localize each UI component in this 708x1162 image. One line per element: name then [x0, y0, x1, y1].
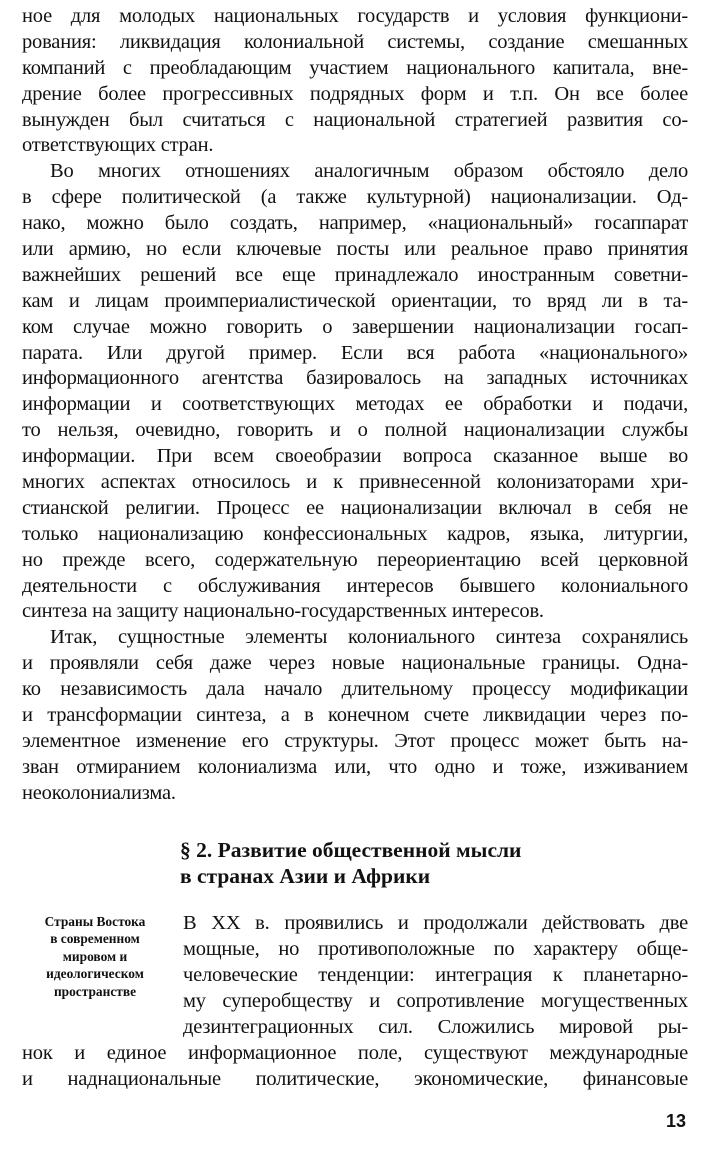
text-line: деятельности с обслуживания интересов бывшего колониального [22, 574, 688, 597]
text-line: Итак, сущностные элементы колониального синтеза сохранялись [50, 626, 688, 649]
section-paragraph-full [22, 1041, 688, 1093]
margin-note-line: идеологическом [46, 966, 144, 982]
text-line: компаний с преобладающим участием национального капитала, вне- [22, 56, 688, 79]
text-line: му суперобществу и сопротивление могущественных [183, 989, 688, 1012]
text-line: но прежде всего, содержательную переориентацию всей церковной [22, 548, 688, 571]
paragraph-1 [22, 4, 688, 159]
text-line: ком случае можно говорить о завершении национализации госап- [22, 315, 688, 338]
margin-note-line: Страны Востока [44, 914, 146, 929]
text-line: ко независимость дала начало длительному процессу модификации [22, 678, 688, 701]
margin-note-line: пространстве [53, 983, 137, 999]
text-line: Во многих отношениях аналогичным образом обстояло дело [50, 160, 688, 183]
text-line: и проявляли себя даже через новые национальные границы. Одна- [22, 652, 688, 675]
text-line: информации. При всем своеобразии вопроса сказанное выше во [22, 445, 688, 468]
text-line: ное для молодых национальных государств и условия функциони- [22, 5, 688, 27]
section-heading [180, 837, 521, 889]
text-line: информационного агентства базировалось на западных источниках [22, 367, 688, 390]
text-line: только национализацию конфессиональных кадров, языка, литургии, [22, 522, 688, 545]
margin-note-line: в современном [50, 931, 140, 947]
text-line: парата. Или другой пример. Если вся работа «национального» [22, 341, 688, 364]
text-line: кам и лицам проимпериалистической ориентации, то вряд ли в та- [22, 289, 688, 312]
text-line: стианской религии. Процесс ее национализации включал в себя не [22, 496, 688, 519]
text-line: человеческие тенденции: интеграция к планетарно- [183, 963, 688, 986]
text-line: В XX в. проявились и продолжали действовать две [183, 912, 688, 934]
page-number: 13 [665, 1111, 686, 1131]
heading-line: § 2. Развитие общественной мысли [180, 838, 522, 862]
text-line: важнейших решений все еще принадлежало иностранным советни- [22, 263, 688, 286]
text-line: в сфере политической (а также культурной) национализации. Од- [22, 186, 688, 209]
text-line: ответствующих стран. [22, 134, 214, 157]
body-text [22, 4, 688, 807]
text-line: дезинтеграционных сил. Сложились мировой ры- [183, 1015, 688, 1038]
paragraph-2 [22, 159, 688, 625]
text-line: или армию, но если ключевые посты или реальное право принятия [22, 238, 688, 261]
text-line: элементное изменение его структуры. Этот процесс может быть на- [22, 729, 688, 752]
paragraph-3 [22, 625, 688, 806]
heading-line: в странах Азии и Африки [180, 864, 431, 888]
text-line: зван отмиранием колониализма или, что одно и тоже, изживанием [22, 755, 688, 778]
text-line: вынужден был считаться с национальной стратегией развития со- [22, 108, 688, 131]
margin-note-line: мировом и [62, 948, 128, 964]
text-line: синтеза на защиту национально-государственных интересов. [22, 600, 544, 623]
margin-note [14, 913, 176, 1000]
text-line: и наднациональные политические, экономические, финансовые [22, 1067, 688, 1090]
text-line: мощные, но противоположные по характеру обще- [183, 937, 688, 960]
text-line: и трансформации синтеза, а в конечном счете ликвидации через по- [22, 704, 688, 727]
text-line: дрение более прогрессивных подрядных форм и т.п. Он все более [22, 82, 688, 105]
text-line: нок и единое информационное поле, существуют международные [22, 1042, 688, 1064]
text-line: нако, можно было создать, например, «национальный» госаппарат [22, 212, 688, 235]
text-line: рования: ликвидация колониальной системы, создание смешанных [22, 30, 688, 53]
text-line: неоколониализма. [22, 781, 176, 804]
text-line: то нельзя, очевидно, говорить и о полной национализации службы [22, 419, 688, 442]
text-line: многих аспектах относилось и к привнесенной колонизаторами хри- [22, 471, 688, 494]
text-line: информации и соответствующих методах ее обработки и подачи, [22, 393, 688, 416]
section-paragraph-narrow [183, 911, 688, 1040]
